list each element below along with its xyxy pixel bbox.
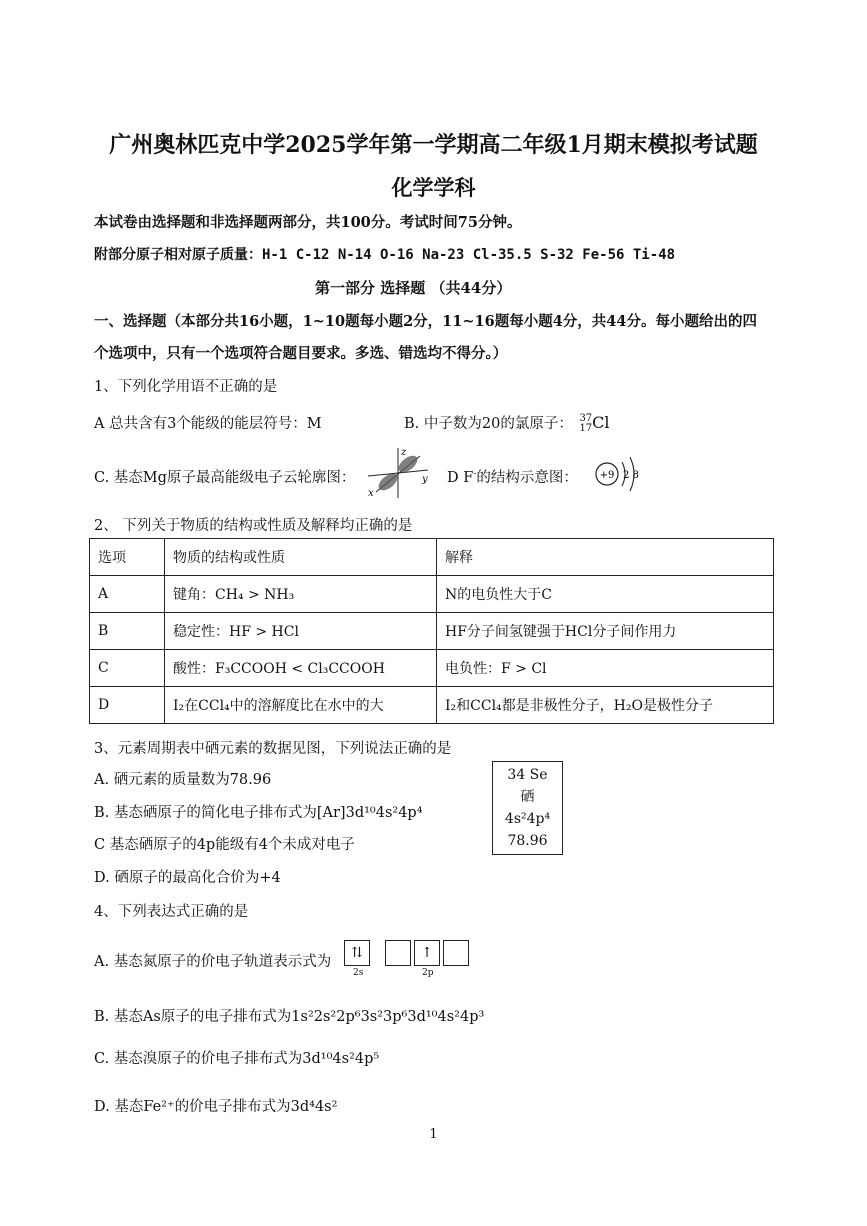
table-header-row: [90, 539, 774, 576]
electron-shells: 2 8: [623, 470, 639, 481]
atomic-number: 17: [579, 423, 593, 434]
q3-option-b: B. 基态硒原子的简化电子排布式为[Ar]3d¹⁰4s²4p⁴: [94, 805, 423, 821]
row-explanation: N的电负性大于C: [437, 576, 774, 613]
element-mass: 78.96: [507, 833, 548, 849]
q4-option-b: B. 基态As原子的电子排布式为1s²2s²2p⁶3s²3p⁶3d¹⁰4s²4p³: [94, 1009, 485, 1025]
q1-option-d-charge: -: [473, 469, 477, 480]
axis-y-label: y: [422, 474, 428, 485]
page-number: 1: [429, 1127, 438, 1142]
instructions-line-2: 个选项中，只有一个选项符合题目要求。多选、错选均不得分。）: [94, 345, 508, 362]
element-symbol: Cl: [592, 413, 610, 432]
row-option: C: [90, 650, 165, 687]
header-property: 物质的结构或性质: [165, 539, 437, 576]
header-explanation: 解释: [437, 539, 774, 576]
part1-heading: 第一部分 选择题 （共44分）: [315, 279, 512, 297]
intro-line-1: 本试卷由选择题和非选择题两部分，共100分。考试时间75分钟。: [94, 214, 522, 231]
element-name: 硒: [520, 789, 535, 805]
mass-number: 37: [579, 413, 593, 424]
q1-option-d-prefix: D F: [447, 470, 474, 486]
q4-stem: 4、下列表达式正确的是: [94, 904, 249, 920]
table-row: [90, 650, 774, 687]
element-config: 4s²4p⁴: [504, 811, 551, 827]
q1-option-a: A 总共含有3个能级的能层符号：M: [94, 416, 322, 432]
row-property: I₂在CCl₄中的溶解度比在水中的大: [165, 687, 437, 724]
nucleus-charge: +9: [599, 470, 615, 481]
row-property: 键角：CH₄ > NH₃: [165, 576, 437, 613]
axis-x-label: x: [368, 488, 374, 499]
exam-title: 广州奥林匹克中学2025学年第一学期高二年级1月期末模拟考试题: [109, 132, 758, 158]
orbital-label-2s: 2s: [353, 968, 364, 978]
q4-option-c: C. 基态溴原子的价电子排布式为3d¹⁰4s²4p⁵: [94, 1051, 380, 1067]
subject-title: 化学学科: [391, 175, 476, 200]
q1-option-c: C. 基态Mg原子最高能级电子云轮廓图：: [94, 470, 356, 486]
q2-stem: 2、 下列关于物质的结构或性质及解释均正确的是: [94, 518, 413, 534]
q4-option-d: D. 基态Fe²⁺的价电子排布式为3d⁴4s²: [94, 1099, 338, 1115]
element-number-symbol: 34 Se: [507, 767, 548, 783]
q4-option-a: A. 基态氮原子的价电子轨道表示式为: [94, 954, 332, 970]
row-property: 酸性：F₃CCOOH < Cl₃CCOOH: [165, 650, 437, 687]
orbital-label-2p: 2p: [422, 968, 434, 978]
orbital-2p-1: [385, 940, 411, 966]
header-option: 选项: [90, 539, 165, 576]
q3-stem: 3、元素周期表中硒元素的数据见图，下列说法正确的是: [94, 741, 452, 757]
fluoride-structure-diagram: [592, 454, 646, 496]
row-property: 稳定性：HF > HCl: [165, 613, 437, 650]
isotope-notation: [579, 414, 592, 434]
row-explanation: 电负性：F > Cl: [437, 650, 774, 687]
q1-option-d: [447, 466, 578, 487]
row-explanation: I₂和CCl₄都是非极性分子，H₂O是极性分子: [437, 687, 774, 724]
q1-option-b: [404, 412, 610, 434]
table-row: [90, 576, 774, 613]
row-option: A: [90, 576, 165, 613]
q1-option-b-text: B. 中子数为20的氯原子：: [404, 416, 573, 432]
selenium-element-card: [492, 761, 563, 855]
q3-option-c: C 基态硒原子的4p能级有4个未成对电子: [94, 837, 355, 853]
row-option: B: [90, 613, 165, 650]
table-row: [90, 687, 774, 724]
orbital-2p-3: [443, 940, 469, 966]
instructions-line-1: 一、选择题（本部分共16小题，1~10题每小题2分，11~16题每小题4分，共44分。每小题给出的四: [94, 313, 757, 330]
orbital-2s: ⇅: [344, 940, 370, 966]
q1-stem: 1、下列化学用语不正确的是: [94, 379, 278, 395]
table-row: [90, 613, 774, 650]
row-option: D: [90, 687, 165, 724]
p-orbital-diagram: [362, 444, 434, 500]
q1-option-d-suffix: 的结构示意图：: [476, 470, 578, 486]
q3-option-d: D. 硒原子的最高化合价为+4: [94, 870, 281, 886]
atomic-masses: 附部分原子相对原子质量：H-1 C-12 N-14 O-16 Na-23 Cl-35.5 S-32 Fe-56 Ti-48: [94, 247, 676, 263]
q2-table: [89, 538, 774, 724]
q3-option-a: A. 硒元素的质量数为78.96: [94, 772, 272, 788]
row-explanation: HF分子间氢键强于HCl分子间作用力: [437, 613, 774, 650]
orbital-2p-2: ↑: [414, 940, 440, 966]
axis-z-label: z: [401, 447, 407, 458]
